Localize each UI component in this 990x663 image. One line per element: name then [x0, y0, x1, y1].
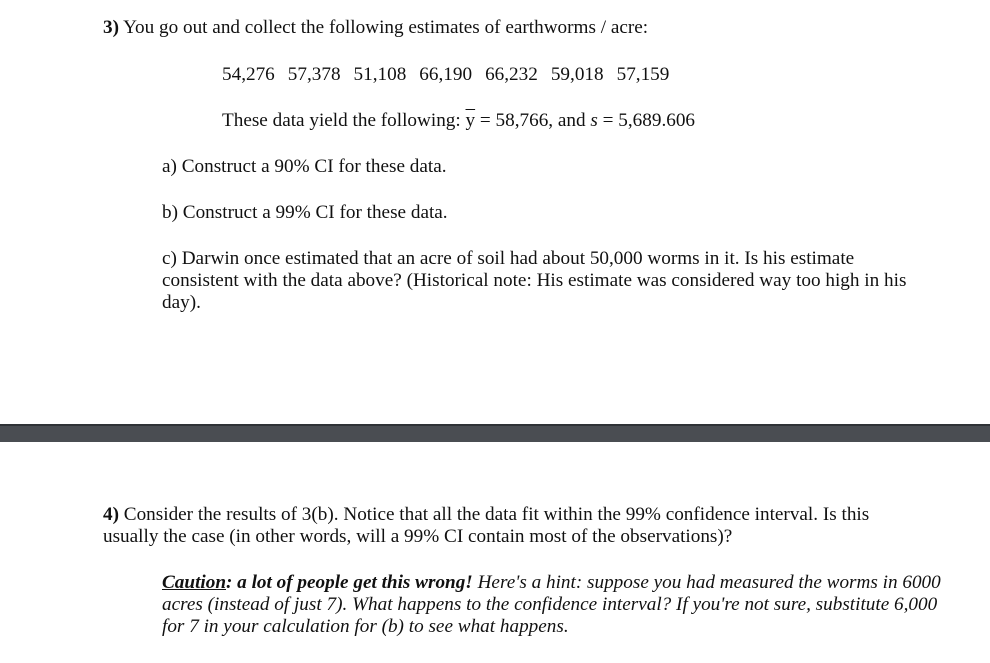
data-value: 66,232: [485, 64, 538, 85]
ybar-value: = 58,766, and: [475, 110, 591, 131]
question-3-prompt: [103, 17, 648, 39]
data-value: 51,108: [353, 64, 407, 85]
caution-hint: Here's a hint: suppose you had measured the worms in 6000 acres (instead of just 7). What happens to the confidence interval? If you're not sure, substitute 6,000 for 7 in your calculation for (b) to see what happens.: [162, 572, 941, 637]
question-4: [103, 504, 923, 548]
part-b: b) Construct a 99% CI for these data.: [162, 202, 448, 223]
page-separator: [0, 424, 990, 442]
caution-label: Caution: [162, 572, 226, 593]
data-value: 57,159: [616, 64, 670, 85]
data-value: 57,378: [287, 64, 341, 85]
data-value: 66,190: [419, 64, 473, 85]
caution-note: [162, 572, 952, 638]
question-4-number: 4): [103, 504, 119, 525]
summary-lead: These data yield the following:: [222, 110, 461, 131]
part-c: c) Darwin once estimated that an acre of soil had about 50,000 worms in it. Is his estimate consistent with the data above? (Historical note: His estimate was considered way too high in his day).: [162, 248, 907, 313]
question-3-number: 3): [103, 17, 119, 38]
question-3-text: You go out and collect the following estimates of earthworms / acre:: [123, 17, 649, 38]
earthworm-data-values: [222, 64, 682, 86]
question-4-text: Consider the results of 3(b). Notice that all the data fit within the 99% confidence interval. Is this usually the case (in other words, will a 99% CI contain most of the observations)?: [103, 504, 870, 547]
part-a: a) Construct a 90% CI for these data.: [162, 156, 447, 177]
caution-emphasis: : a lot of people get this wrong!: [226, 572, 473, 593]
summary-statistics: [222, 110, 695, 132]
ybar-symbol: $\overline{y}$: [465, 110, 476, 131]
data-value: 59,018: [550, 64, 604, 85]
data-value: 54,276: [222, 64, 275, 85]
s-symbol: s: [590, 110, 598, 131]
s-value: = 5,689.606: [597, 110, 696, 131]
document-page-bottom: [0, 442, 990, 663]
